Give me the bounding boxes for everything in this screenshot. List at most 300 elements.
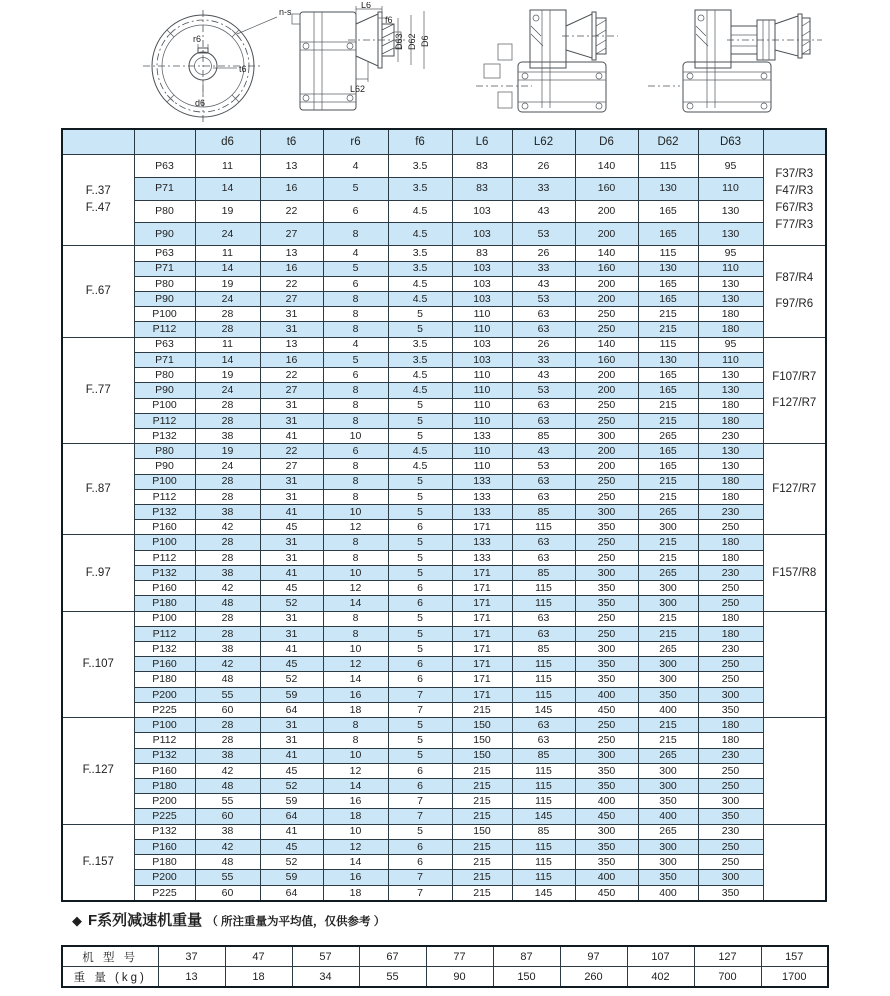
cell-f6: 5 (388, 505, 452, 520)
table-row (62, 352, 826, 367)
table-row (62, 276, 826, 291)
cell-weight: 402 (627, 967, 694, 988)
cell-r6: 18 (323, 885, 388, 901)
cell-D63: 300 (698, 870, 763, 885)
cell-D63: 110 (698, 177, 763, 200)
cell-r6: 4 (323, 155, 388, 178)
cell-model: P80 (134, 276, 195, 291)
cell-L62: 85 (512, 565, 575, 580)
weight-section-title (72, 909, 385, 930)
group-label (62, 718, 134, 825)
cell-d6: 28 (195, 307, 260, 322)
cell-L6: 171 (452, 565, 512, 580)
cell-weight: 90 (426, 967, 493, 988)
cell-r6: 16 (323, 794, 388, 809)
cell-f6: 5 (388, 307, 452, 322)
cell-D63: 230 (698, 428, 763, 443)
cell-f6: 4.5 (388, 276, 452, 291)
group-variant-labels (763, 155, 826, 246)
cell-model-size: 47 (225, 946, 292, 967)
cell-d6: 48 (195, 596, 260, 611)
cell-f6: 7 (388, 885, 452, 901)
cell-D63: 180 (698, 474, 763, 489)
cell-t6: 52 (260, 596, 323, 611)
cell-D63: 95 (698, 155, 763, 178)
cell-L62: 115 (512, 520, 575, 535)
cell-D63: 95 (698, 337, 763, 352)
cell-d6: 42 (195, 763, 260, 778)
cell-model: P180 (134, 778, 195, 793)
cell-L6: 215 (452, 870, 512, 885)
cell-r6: 12 (323, 839, 388, 854)
table-row (62, 200, 826, 223)
column-header (62, 129, 134, 155)
cell-model: P100 (134, 474, 195, 489)
cell-D6: 300 (575, 824, 638, 839)
cell-t6: 27 (260, 459, 323, 474)
dim-label-D63: D63 (394, 33, 404, 50)
cell-model: P200 (134, 794, 195, 809)
cell-L6: 150 (452, 733, 512, 748)
cell-t6: 41 (260, 748, 323, 763)
cell-D62: 115 (638, 155, 698, 178)
cell-L62: 115 (512, 657, 575, 672)
group-label-line: F..97 (85, 566, 111, 579)
cell-weight: 55 (359, 967, 426, 988)
group-variant-labels (763, 535, 826, 611)
cell-D63: 250 (698, 520, 763, 535)
cell-model: P80 (134, 368, 195, 383)
cell-D6: 350 (575, 855, 638, 870)
cell-r6: 8 (323, 383, 388, 398)
cell-D6: 250 (575, 718, 638, 733)
cell-model-size: 107 (627, 946, 694, 967)
cell-t6: 59 (260, 870, 323, 885)
weight-table (61, 945, 829, 988)
cell-model-size: 157 (761, 946, 828, 967)
cell-D6: 400 (575, 870, 638, 885)
cell-f6: 6 (388, 672, 452, 687)
cell-L6: 110 (452, 413, 512, 428)
cell-D62: 115 (638, 337, 698, 352)
cell-D63: 130 (698, 383, 763, 398)
cell-d6: 24 (195, 383, 260, 398)
cell-model: P71 (134, 261, 195, 276)
cell-model-size: 97 (560, 946, 627, 967)
cell-D62: 130 (638, 352, 698, 367)
cell-f6: 3.5 (388, 155, 452, 178)
cell-weight: 150 (493, 967, 560, 988)
cell-model: P90 (134, 223, 195, 246)
cell-D6: 450 (575, 885, 638, 901)
cell-D62: 400 (638, 809, 698, 824)
cell-L62: 53 (512, 291, 575, 306)
cell-D63: 130 (698, 368, 763, 383)
cell-D62: 215 (638, 733, 698, 748)
cell-D62: 215 (638, 398, 698, 413)
cell-t6: 16 (260, 177, 323, 200)
cell-L6: 150 (452, 824, 512, 839)
cell-f6: 5 (388, 322, 452, 337)
weight-value-row (62, 967, 828, 988)
cell-model: P100 (134, 718, 195, 733)
cell-d6: 48 (195, 672, 260, 687)
cell-D62: 300 (638, 839, 698, 854)
cell-D6: 140 (575, 337, 638, 352)
cell-D63: 180 (698, 626, 763, 641)
cell-model: P160 (134, 657, 195, 672)
cell-L62: 26 (512, 337, 575, 352)
cell-L6: 171 (452, 596, 512, 611)
cell-D62: 300 (638, 581, 698, 596)
cell-D6: 250 (575, 535, 638, 550)
cell-t6: 41 (260, 642, 323, 657)
cell-D63: 350 (698, 809, 763, 824)
table-row (62, 383, 826, 398)
cell-L6: 103 (452, 352, 512, 367)
group-label (62, 611, 134, 718)
cell-D6: 250 (575, 322, 638, 337)
cell-model: P71 (134, 177, 195, 200)
flange-front-view-drawing (103, 4, 313, 124)
technical-drawings (0, 0, 890, 126)
cell-D6: 250 (575, 489, 638, 504)
cell-D62: 350 (638, 870, 698, 885)
column-header: f6 (388, 129, 452, 155)
cell-model-size: 37 (158, 946, 225, 967)
cell-model: P80 (134, 444, 195, 459)
table-row (62, 261, 826, 276)
table-row (62, 748, 826, 763)
cell-D62: 265 (638, 565, 698, 580)
cell-f6: 7 (388, 870, 452, 885)
cell-t6: 31 (260, 474, 323, 489)
cell-L6: 110 (452, 368, 512, 383)
cell-r6: 8 (323, 733, 388, 748)
cell-d6: 60 (195, 702, 260, 717)
cell-L62: 63 (512, 489, 575, 504)
cell-model: P180 (134, 596, 195, 611)
cell-L6: 133 (452, 550, 512, 565)
table-row (62, 505, 826, 520)
cell-model: P160 (134, 520, 195, 535)
cell-t6: 45 (260, 657, 323, 672)
cell-D63: 180 (698, 398, 763, 413)
cell-D63: 130 (698, 223, 763, 246)
cell-d6: 28 (195, 718, 260, 733)
cell-r6: 4 (323, 246, 388, 261)
cell-r6: 10 (323, 565, 388, 580)
table-row (62, 565, 826, 580)
cell-f6: 4.5 (388, 459, 452, 474)
cell-D6: 250 (575, 307, 638, 322)
cell-d6: 28 (195, 733, 260, 748)
cell-t6: 22 (260, 444, 323, 459)
cell-r6: 12 (323, 763, 388, 778)
table-row (62, 246, 826, 261)
cell-L6: 103 (452, 276, 512, 291)
cell-D63: 180 (698, 307, 763, 322)
table-row (62, 428, 826, 443)
cell-f6: 5 (388, 626, 452, 641)
group-label-line: F..107 (82, 657, 114, 670)
table-row (62, 763, 826, 778)
cell-r6: 6 (323, 276, 388, 291)
cell-D6: 200 (575, 368, 638, 383)
cell-L62: 63 (512, 307, 575, 322)
cell-r6: 5 (323, 352, 388, 367)
cell-d6: 28 (195, 322, 260, 337)
cell-D63: 350 (698, 885, 763, 901)
cell-r6: 8 (323, 474, 388, 489)
cell-model-size: 127 (694, 946, 761, 967)
cell-D63: 300 (698, 687, 763, 702)
gearbox-side-view-drawing (288, 2, 440, 124)
cell-D63: 130 (698, 276, 763, 291)
cell-model: P100 (134, 307, 195, 322)
cell-D63: 250 (698, 672, 763, 687)
cell-model: P132 (134, 565, 195, 580)
cell-L62: 85 (512, 428, 575, 443)
cell-D62: 165 (638, 459, 698, 474)
cell-D63: 250 (698, 581, 763, 596)
cell-r6: 16 (323, 687, 388, 702)
table-row (62, 687, 826, 702)
cell-D6: 300 (575, 565, 638, 580)
dim-label-D62: D62 (407, 33, 417, 50)
cell-D62: 215 (638, 550, 698, 565)
cell-D63: 230 (698, 565, 763, 580)
table-row (62, 413, 826, 428)
cell-L6: 171 (452, 657, 512, 672)
dim-label-L62: L62 (350, 84, 366, 94)
dim-label-f6: f6 (385, 15, 393, 25)
cell-D6: 200 (575, 223, 638, 246)
cell-D63: 300 (698, 794, 763, 809)
cell-L62: 115 (512, 855, 575, 870)
variant-label-line: F127/R7 (772, 482, 817, 495)
cell-L62: 145 (512, 885, 575, 901)
cell-d6: 38 (195, 824, 260, 839)
cell-d6: 11 (195, 337, 260, 352)
cell-model: P225 (134, 702, 195, 717)
cell-D63: 95 (698, 246, 763, 261)
cell-D63: 230 (698, 824, 763, 839)
cell-weight: 18 (225, 967, 292, 988)
cell-f6: 5 (388, 565, 452, 580)
cell-d6: 60 (195, 809, 260, 824)
cell-model: P112 (134, 550, 195, 565)
cell-f6: 3.5 (388, 337, 452, 352)
group-label (62, 337, 134, 444)
cell-L62: 115 (512, 596, 575, 611)
cell-D63: 250 (698, 778, 763, 793)
cell-D62: 215 (638, 307, 698, 322)
cell-t6: 13 (260, 246, 323, 261)
group-label-line: F..87 (85, 482, 111, 495)
cell-model: P180 (134, 855, 195, 870)
table-row (62, 855, 826, 870)
cell-D62: 265 (638, 642, 698, 657)
cell-L6: 110 (452, 444, 512, 459)
cell-D6: 350 (575, 839, 638, 854)
cell-t6: 59 (260, 687, 323, 702)
cell-model: P90 (134, 459, 195, 474)
group-label (62, 824, 134, 901)
cell-t6: 52 (260, 855, 323, 870)
cell-D63: 110 (698, 261, 763, 276)
cell-model-size: 67 (359, 946, 426, 967)
table-row (62, 794, 826, 809)
cell-L62: 43 (512, 200, 575, 223)
cell-D62: 300 (638, 657, 698, 672)
cell-t6: 41 (260, 824, 323, 839)
cell-D62: 215 (638, 611, 698, 626)
cell-D63: 250 (698, 855, 763, 870)
cell-D6: 200 (575, 200, 638, 223)
variant-label-line: F157/R8 (772, 566, 817, 579)
cell-D62: 350 (638, 794, 698, 809)
weight-row-label: 机 型 号 (62, 946, 158, 967)
cell-t6: 27 (260, 383, 323, 398)
cell-d6: 28 (195, 489, 260, 504)
column-header: d6 (195, 129, 260, 155)
cell-D62: 130 (638, 261, 698, 276)
group-label-line: F..127 (82, 764, 114, 777)
table-row (62, 733, 826, 748)
cell-L62: 85 (512, 824, 575, 839)
cell-D6: 350 (575, 672, 638, 687)
cell-t6: 31 (260, 626, 323, 641)
cell-D6: 160 (575, 352, 638, 367)
group-label (62, 535, 134, 611)
cell-L62: 63 (512, 733, 575, 748)
cell-model: P112 (134, 733, 195, 748)
table-row (62, 459, 826, 474)
cell-f6: 4.5 (388, 368, 452, 383)
cell-D63: 180 (698, 322, 763, 337)
cell-t6: 13 (260, 155, 323, 178)
cell-D62: 130 (638, 177, 698, 200)
cell-model: P225 (134, 885, 195, 901)
cell-model: P90 (134, 291, 195, 306)
dim-label-D6: D6 (420, 35, 430, 47)
cell-D62: 215 (638, 474, 698, 489)
cell-D62: 165 (638, 291, 698, 306)
cell-L6: 215 (452, 778, 512, 793)
cell-r6: 8 (323, 307, 388, 322)
cell-d6: 14 (195, 261, 260, 276)
cell-d6: 55 (195, 794, 260, 809)
group-variant-labels (763, 824, 826, 901)
table-row (62, 550, 826, 565)
cell-r6: 6 (323, 368, 388, 383)
table-row (62, 702, 826, 717)
cell-d6: 24 (195, 223, 260, 246)
group-label (62, 444, 134, 535)
cell-D63: 180 (698, 413, 763, 428)
gearbox-shaft-view-drawing (468, 6, 658, 120)
cell-L62: 43 (512, 368, 575, 383)
cell-D6: 250 (575, 733, 638, 748)
cell-D62: 300 (638, 520, 698, 535)
cell-D62: 165 (638, 223, 698, 246)
cell-L62: 145 (512, 702, 575, 717)
cell-d6: 14 (195, 177, 260, 200)
cell-D63: 130 (698, 444, 763, 459)
dim-label-n-s: n-s (279, 7, 292, 17)
cell-L62: 145 (512, 809, 575, 824)
cell-D63: 230 (698, 642, 763, 657)
cell-t6: 45 (260, 520, 323, 535)
cell-t6: 31 (260, 489, 323, 504)
cell-model: P200 (134, 687, 195, 702)
cell-L62: 63 (512, 398, 575, 413)
cell-model: P200 (134, 870, 195, 885)
cell-r6: 16 (323, 870, 388, 885)
cell-r6: 8 (323, 611, 388, 626)
dimension-table (61, 128, 827, 902)
cell-D63: 250 (698, 596, 763, 611)
cell-d6: 28 (195, 626, 260, 641)
cell-L62: 115 (512, 778, 575, 793)
cell-D6: 140 (575, 155, 638, 178)
table-row (62, 155, 826, 178)
cell-r6: 8 (323, 459, 388, 474)
cell-f6: 5 (388, 748, 452, 763)
cell-L62: 63 (512, 413, 575, 428)
cell-f6: 7 (388, 809, 452, 824)
cell-L6: 215 (452, 855, 512, 870)
cell-t6: 31 (260, 550, 323, 565)
cell-t6: 16 (260, 352, 323, 367)
cell-f6: 5 (388, 428, 452, 443)
table-row (62, 307, 826, 322)
cell-f6: 6 (388, 581, 452, 596)
variant-label-line: F107/R7 (772, 370, 817, 383)
group-variant-labels (763, 718, 826, 825)
cell-D63: 130 (698, 291, 763, 306)
cell-model: P63 (134, 337, 195, 352)
cell-r6: 12 (323, 657, 388, 672)
cell-D62: 300 (638, 855, 698, 870)
cell-L62: 85 (512, 748, 575, 763)
cell-weight: 34 (292, 967, 359, 988)
table-row (62, 596, 826, 611)
cell-f6: 5 (388, 535, 452, 550)
cell-D6: 350 (575, 763, 638, 778)
weight-row-label: 重 量 (kg) (62, 967, 158, 988)
dim-label-r6: r6 (193, 34, 202, 44)
table-row (62, 611, 826, 626)
cell-L62: 63 (512, 626, 575, 641)
cell-L6: 171 (452, 687, 512, 702)
cell-L6: 171 (452, 520, 512, 535)
cell-f6: 7 (388, 702, 452, 717)
table-row (62, 824, 826, 839)
cell-f6: 5 (388, 413, 452, 428)
cell-D6: 300 (575, 505, 638, 520)
cell-D62: 165 (638, 276, 698, 291)
column-header (134, 129, 195, 155)
cell-D6: 250 (575, 626, 638, 641)
cell-f6: 7 (388, 687, 452, 702)
cell-d6: 55 (195, 870, 260, 885)
cell-D63: 180 (698, 611, 763, 626)
cell-D62: 165 (638, 383, 698, 398)
cell-model: P71 (134, 352, 195, 367)
cell-L62: 115 (512, 581, 575, 596)
